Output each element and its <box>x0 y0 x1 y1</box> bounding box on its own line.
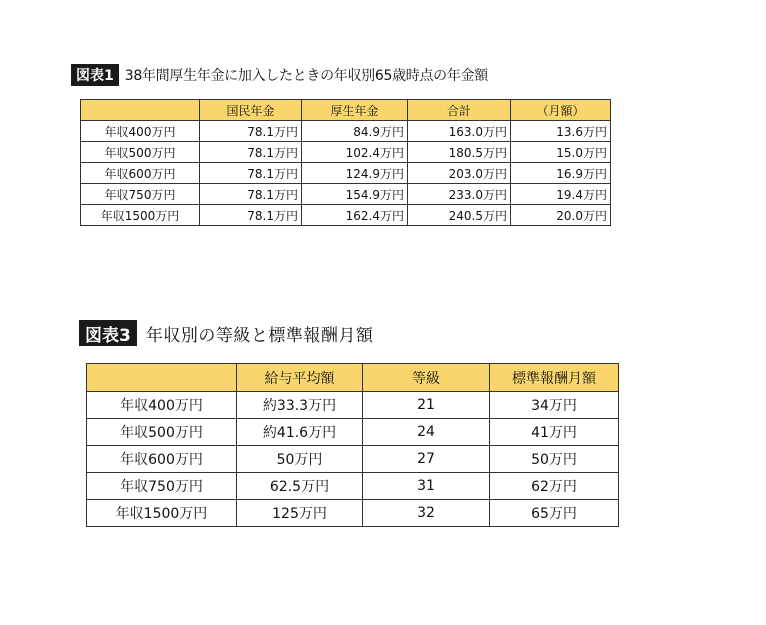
standard-monthly-cell: 41万円 <box>490 419 619 446</box>
table-header-row <box>87 364 619 392</box>
kokumin-cell: 78.1万円 <box>200 163 302 184</box>
kokumin-cell: 78.1万円 <box>200 205 302 226</box>
table-header-row <box>81 100 611 121</box>
header-total: 合計 <box>408 100 511 121</box>
average-salary-cell: 約41.6万円 <box>237 419 363 446</box>
row-label: 年収400万円 <box>81 121 200 142</box>
table-row <box>81 142 611 163</box>
average-salary-cell: 約33.3万円 <box>237 392 363 419</box>
table-row <box>87 419 619 446</box>
grade-cell: 27 <box>363 446 490 473</box>
grade-cell: 32 <box>363 500 490 527</box>
pension-table <box>80 99 611 226</box>
header-kousei-nenkin: 厚生年金 <box>302 100 408 121</box>
table-row <box>87 473 619 500</box>
standard-monthly-cell: 65万円 <box>490 500 619 527</box>
standard-monthly-cell: 34万円 <box>490 392 619 419</box>
header-standard-monthly: 標準報酬月額 <box>490 364 619 392</box>
table-row <box>87 446 619 473</box>
figure1-title: 38年間厚生年金に加入したときの年収別65歳時点の年金額 <box>124 68 488 84</box>
monthly-cell: 15.0万円 <box>511 142 611 163</box>
row-label: 年収400万円 <box>87 392 237 419</box>
kousei-cell: 102.4万円 <box>302 142 408 163</box>
kousei-cell: 124.9万円 <box>302 163 408 184</box>
figure3-title: 年収別の等級と標準報酬月額 <box>145 325 374 346</box>
table-row <box>87 392 619 419</box>
monthly-cell: 19.4万円 <box>511 184 611 205</box>
grade-cell: 24 <box>363 419 490 446</box>
total-cell: 240.5万円 <box>408 205 511 226</box>
monthly-cell: 13.6万円 <box>511 121 611 142</box>
table-row <box>87 500 619 527</box>
figure3-badge: 図表3 <box>79 320 137 346</box>
header-average-salary: 給与平均額 <box>237 364 363 392</box>
monthly-cell: 20.0万円 <box>511 205 611 226</box>
header-grade: 等級 <box>363 364 490 392</box>
row-label: 年収750万円 <box>81 184 200 205</box>
total-cell: 203.0万円 <box>408 163 511 184</box>
kokumin-cell: 78.1万円 <box>200 121 302 142</box>
kokumin-cell: 78.1万円 <box>200 184 302 205</box>
figure1-caption <box>71 64 488 86</box>
kousei-cell: 84.9万円 <box>302 121 408 142</box>
figure3-caption <box>79 320 373 346</box>
table-row <box>81 184 611 205</box>
row-label: 年収600万円 <box>81 163 200 184</box>
kousei-cell: 162.4万円 <box>302 205 408 226</box>
grade-cell: 21 <box>363 392 490 419</box>
figure1-badge: 図表1 <box>71 64 119 86</box>
table-row <box>81 121 611 142</box>
header-monthly: （月額） <box>511 100 611 121</box>
row-label: 年収500万円 <box>81 142 200 163</box>
row-label: 年収600万円 <box>87 446 237 473</box>
kousei-cell: 154.9万円 <box>302 184 408 205</box>
row-label: 年収1500万円 <box>87 500 237 527</box>
row-label: 年収750万円 <box>87 473 237 500</box>
table-row <box>81 163 611 184</box>
row-label: 年収500万円 <box>87 419 237 446</box>
standard-monthly-cell: 62万円 <box>490 473 619 500</box>
standard-monthly-cell: 50万円 <box>490 446 619 473</box>
row-label: 年収1500万円 <box>81 205 200 226</box>
total-cell: 233.0万円 <box>408 184 511 205</box>
header-empty <box>81 100 200 121</box>
average-salary-cell: 50万円 <box>237 446 363 473</box>
average-salary-cell: 125万円 <box>237 500 363 527</box>
monthly-cell: 16.9万円 <box>511 163 611 184</box>
header-empty <box>87 364 237 392</box>
kokumin-cell: 78.1万円 <box>200 142 302 163</box>
total-cell: 180.5万円 <box>408 142 511 163</box>
total-cell: 163.0万円 <box>408 121 511 142</box>
header-kokumin-nenkin: 国民年金 <box>200 100 302 121</box>
grade-cell: 31 <box>363 473 490 500</box>
average-salary-cell: 62.5万円 <box>237 473 363 500</box>
table-row <box>81 205 611 226</box>
grade-table <box>86 363 619 527</box>
